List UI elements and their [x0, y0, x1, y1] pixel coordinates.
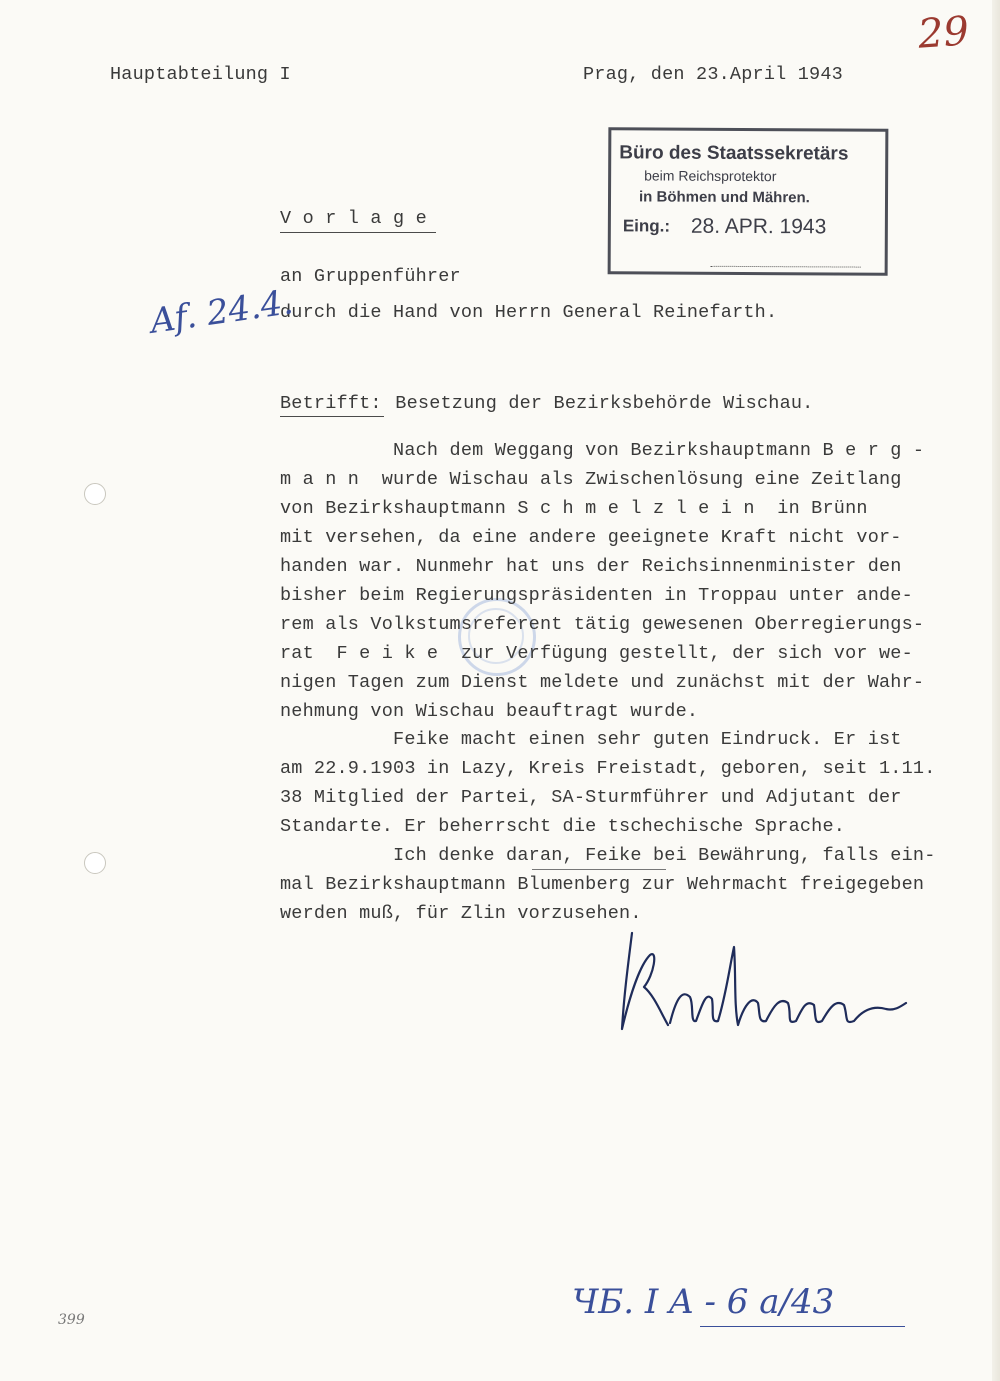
page-number: 399 [58, 1312, 85, 1328]
body-line: Ich denke daran, Feike bei Bewährung, falls ein- [280, 845, 936, 866]
body-line: werden muß, für Zlin vorzusehen. [280, 903, 642, 924]
body-line: nigen Tagen zum Dienst meldete und zunächst mit der Wahr- [280, 672, 925, 693]
department-label: Hauptabteilung I [110, 64, 291, 85]
body-line: 38 Mitglied der Partei, SA-Sturmführer und Adjutant der [280, 787, 902, 808]
heading-underline [280, 232, 436, 233]
stamp-office-line: Büro des Staatssekretärs [619, 142, 849, 165]
receipt-stamp [608, 127, 889, 275]
signature-image [610, 925, 910, 1045]
subject-label: Betrifft: [280, 393, 382, 414]
stamp-office-line-3: in Böhmen und Mähren. [638, 188, 810, 207]
archive-reference: ЧБ. I A - 6 a/43 [572, 1282, 835, 1322]
stamp-entry-date: 28. APR. 1943 [690, 214, 827, 239]
body-line: am 22.9.1903 in Lazy, Kreis Freistadt, geboren, seit 1.11. [280, 758, 936, 779]
body-line: bisher beim Regierungspräsidenten in Troppau unter ande- [280, 585, 913, 606]
folio-number: 29 [916, 8, 971, 58]
punch-hole-bottom [84, 852, 106, 874]
body-line: rem als Volkstumsreferent tätig gewesenen Oberregierungs- [280, 614, 925, 635]
body-line: Feike macht einen sehr guten Eindruck. Er ist [280, 729, 902, 750]
stamp-entry-label: Eing.: [622, 216, 671, 236]
archive-reference-underline [700, 1326, 905, 1327]
body-line: mal Bezirkshauptmann Blumenberg zur Wehrmacht freigegeben [280, 874, 925, 895]
body-line: Nach dem Weggang von Bezirkshauptmann B e r g - [280, 440, 925, 461]
body-line: nehmung von Wischau beauftragt wurde. [280, 701, 699, 722]
recipient-line-1: an Gruppenführer [280, 266, 461, 287]
paper-edge [992, 0, 1000, 1381]
subject-text: Besetzung der Bezirksbehörde Wischau. [384, 393, 814, 414]
stamp-office-line-2: beim Reichsprotektor [644, 167, 777, 185]
subject-underline [280, 416, 384, 417]
body-line: mit versehen, da eine andere geeignete Kraft nicht vor- [280, 527, 902, 548]
marginal-note: Af. 24.4. [147, 282, 296, 342]
body-line: Standarte. Er beherrscht die tschechische Sprache. [280, 816, 846, 837]
recipient-line-2: durch die Hand von Herrn General Reinefarth. [280, 302, 778, 323]
pencil-underline [532, 869, 666, 870]
punch-hole-top [84, 483, 106, 505]
stamp-dotted-line [711, 266, 861, 268]
body-line: von Bezirkshauptmann S c h m e l z l e i n in Brünn [280, 498, 868, 519]
body-line: handen war. Nunmehr hat uns der Reichsinnenminister den [280, 556, 902, 577]
body-line: rat F e i k e zur Verfügung gestellt, der sich vor we- [280, 643, 913, 664]
body-line: m a n n wurde Wischau als Zwischenlösung eine Zeitlang [280, 469, 902, 490]
place-date: Prag, den 23.April 1943 [583, 64, 843, 85]
document-heading: V o r l a g e [280, 208, 427, 229]
